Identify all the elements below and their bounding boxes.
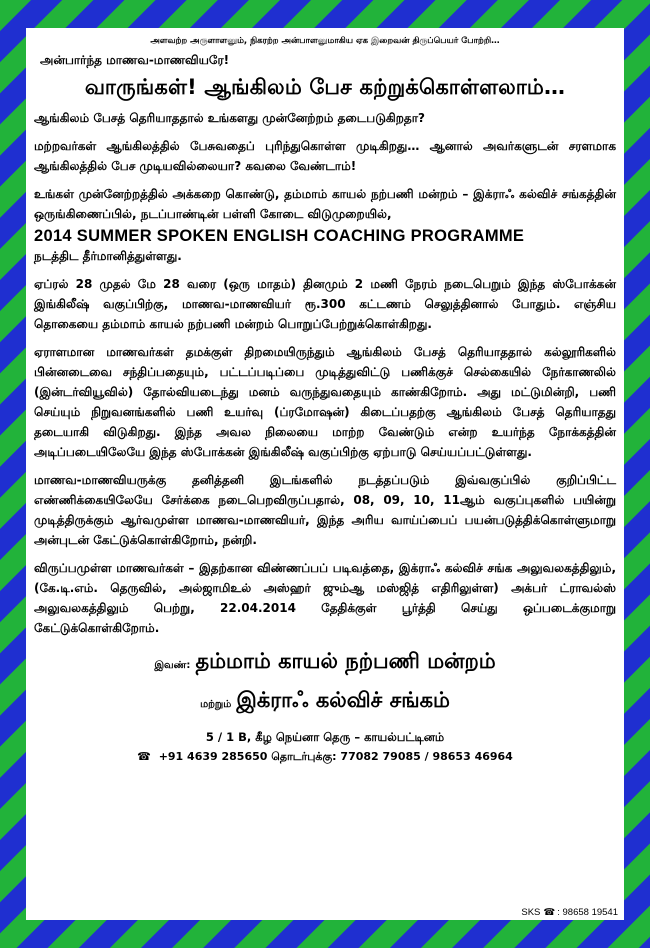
- contact-label: தொடர்புக்கு:: [271, 750, 337, 763]
- partner-name: இக்ராஃ கல்விச் சங்கம்: [236, 688, 450, 712]
- headline: வாருங்கள்! ஆங்கிலம் பேச கற்றுக்கொள்ளலாம்…: [84, 75, 566, 99]
- program-title: 2014 SUMMER SPOKEN ENGLISH COACHING PROGRAMME: [34, 227, 525, 245]
- organizer-name: தம்மாம் காயல் நற்பணி மன்றம்: [195, 649, 496, 673]
- signature-conjunction: மற்றும்: [200, 699, 232, 710]
- paragraph-announcement: [34, 184, 616, 266]
- salutation: அன்பார்ந்த மாணவ-மாணவியரே!: [40, 53, 230, 67]
- notice-body: [26, 28, 624, 920]
- paragraph-question: ஆங்கிலம் பேசத் தெரியாததால் உங்களது முன்னேற்றம் தடைபடுகிறதா?: [34, 111, 425, 125]
- announcement-text: உங்கள் முன்னேற்றத்தில் அக்கறை கொண்டு, தம்மாம் காயல் நற்பணி மன்றம் – இக்ராஃ கல்விச் சங்கத்தின் ஒருங்கிணைப்பில், நடப்பாண்டின் பள்ளி கோடை விடுமுறையில்,: [34, 187, 616, 221]
- paragraph-purpose: ஏராளமான மாணவர்கள் தமக்குள் திறமையிருந்தும் ஆங்கிலம் பேசத் தெரியாததால் கல்லூரிகளில் பின்னடைவை சந்திப்பதையும், பட்டப்படிப்பை முடித்துவிட்டு பணிக்குச் செல்கையில் நேர்காணலில் (இன்டர்வியூவில்) தோல்வியடைந்து மனம் வருந்துவதையும் காண்கிறோம். அது மட்டுமின்றி, பணி செய்யும் நிறுவனங்களில் பணி உயர்வு (ப்ரமோஷன்) கிடைப்பதற்கு ஆங்கிலம் பேசத் தெரியாதது தடையாகி விடுகிறது. இந்த அவல நிலையை மாற்ற வேண்டும் என்ற உயர்ந்த நோக்கத்தின் அடிப்படையிலேயே இந்த ஸ்போக்கன் இங்கிலீஷ் வகுப்பிற்கு ஏற்பாடு செய்யப்பட்டுள்ளது.: [34, 345, 616, 459]
- signature-line-1: [34, 646, 616, 681]
- invocation-line: அளவற்ற அருளாளனும், நிகரற்ற அன்பாளனுமாகிய ஏக இறைவன் திருப்பெயர் போற்றி…: [150, 36, 500, 46]
- credit-phone: 98658 19541: [562, 907, 618, 918]
- signature-prefix: இவண்:: [154, 660, 191, 671]
- designer-credit: SKS ☎ : 98658 19541: [521, 907, 618, 918]
- address: 5 / 1 B, கீழ நெய்னா தெரு – காயல்பட்டினம்: [205, 730, 445, 744]
- credit-name: SKS: [521, 907, 541, 918]
- paragraph-eligibility: மாணவ-மாணவியருக்கு தனித்தனி இடங்களில் நடத்தப்படும் இவ்வகுப்பில் குறிப்பிட்ட எண்ணிக்கையிலேயே சேர்க்கை நடைபெறவிருப்பதால், 08, 09, 10, 11ஆம் வகுப்புகளில் பயின்று முடித்திருக்கும் ஆர்வமுள்ள மாணவ-மாணவியர், இந்த அரிய வாய்ப்பைப் பயன்படுத்திக்கொள்ளுமாறு அன்புடன் கேட்டுக்கொள்கிறோம், நன்றி.: [34, 473, 616, 547]
- signature-line-2: [34, 685, 616, 720]
- phone-icon: ☎: [543, 907, 556, 918]
- mobile-numbers: 77082 79085 / 98653 46964: [340, 750, 513, 763]
- paragraph-schedule-fee: ஏப்ரல் 28 முதல் மே 28 வரை (ஒரு மாதம்) தினமும் 2 மணி நேரம் நடைபெறும் இந்த ஸ்போக்கன் இங்கிலீஷ் வகுப்பிற்கு, மாணவ-மாணவியர் ரூ.300 கட்டணம் செலுத்தினால் போதும். எஞ்சிய தொகையை தம்மாம் காயல் நற்பணி மன்றம் பொறுப்பேற்றுக்கொள்கிறது.: [34, 277, 616, 331]
- paragraph-application: விருப்பமுள்ள மாணவர்கள் – இதற்கான விண்ணப்பப் படிவத்தை, இக்ராஃ கல்விச் சங்க அலுவலகத்திலும், (கே.டி.எம். தெருவில், அல்ஜாமிஉல் அஸ்ஹர் ஜும்ஆ மஸ்ஜித் எதிரிலுள்ள) அக்பர் ட்ராவல்ஸ் அலுவலகத்திலும் பெற்று, 22.04.2014 தேதிக்குள் பூர்த்தி செய்து ஒப்படைக்குமாறு கேட்டுக்கொள்கிறோம்.: [34, 561, 616, 635]
- announcement-end: நடத்திட தீர்மானித்துள்ளது.: [34, 249, 182, 263]
- contact-line: [34, 750, 616, 765]
- paragraph-reassurance: மற்றவர்கள் ஆங்கிலத்தில் பேசுவதைப் புரிந்துகொள்ள முடிகிறது… ஆனால் அவர்களுடன் சரளமாக ஆங்கிலத்தில் பேச முடியவில்லையா? கவலை வேண்டாம்!: [34, 139, 616, 173]
- landline-number: +91 4639 285650: [158, 750, 268, 763]
- phone-icon: ☎: [137, 750, 151, 763]
